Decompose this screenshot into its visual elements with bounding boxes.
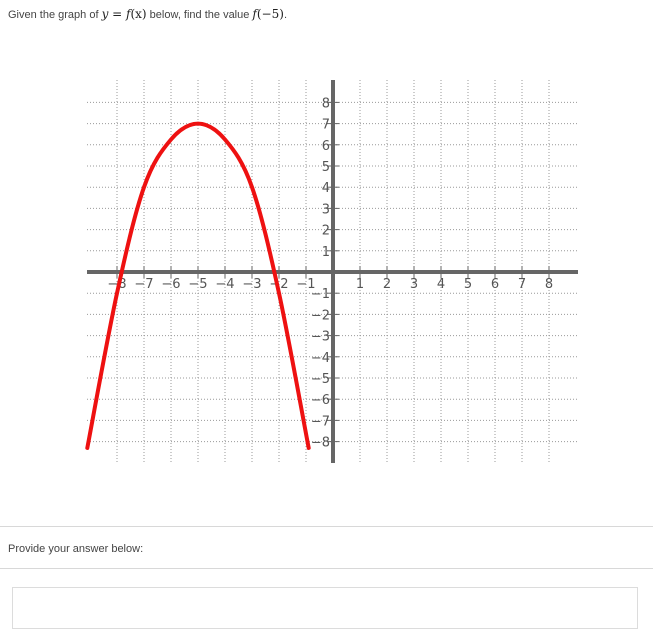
y-tick-label: −4 bbox=[310, 350, 330, 366]
y-tick-label: −1 bbox=[310, 287, 330, 303]
axes bbox=[87, 80, 578, 463]
y-tick-label: 2 bbox=[321, 223, 330, 239]
x-tick-label: 1 bbox=[355, 277, 365, 292]
y-tick-label: 4 bbox=[321, 181, 330, 197]
y-tick-label: −6 bbox=[310, 393, 330, 409]
target-function: f bbox=[252, 7, 257, 21]
y-tick-label: −2 bbox=[310, 308, 330, 324]
question-prefix: Given the graph of bbox=[8, 9, 102, 21]
x-tick-label: 3 bbox=[409, 277, 419, 292]
y-tick-label: −3 bbox=[310, 329, 330, 345]
var-y: y bbox=[101, 7, 109, 21]
y-tick-label: −8 bbox=[310, 435, 330, 451]
answer-input[interactable] bbox=[12, 587, 638, 629]
x-tick-label: −8 bbox=[107, 277, 127, 292]
y-tick-label: 3 bbox=[321, 202, 330, 218]
y-tick-label: −7 bbox=[310, 414, 330, 430]
x-tick-label: −4 bbox=[215, 277, 235, 292]
y-tick-label: 5 bbox=[321, 160, 330, 175]
x-tick-label: −6 bbox=[161, 277, 181, 292]
y-tick-label: −5 bbox=[310, 372, 330, 387]
y-tick-label: 8 bbox=[321, 96, 330, 112]
question-middle: below, find the value bbox=[146, 9, 253, 21]
y-tick-label: 6 bbox=[321, 138, 330, 154]
x-tick-label: 2 bbox=[382, 277, 392, 292]
y-tick-label: 7 bbox=[321, 117, 330, 133]
x-tick-label: −3 bbox=[242, 277, 262, 292]
x-tick-label: −2 bbox=[269, 277, 289, 292]
answer-label: Provide your answer below: bbox=[8, 543, 144, 555]
function-name: f bbox=[126, 7, 131, 21]
x-tick-label: 4 bbox=[436, 277, 446, 292]
function-arg: (x) bbox=[130, 7, 147, 21]
x-tick-label: −1 bbox=[296, 277, 316, 292]
x-tick-label: 8 bbox=[544, 277, 554, 292]
x-tick-label: 6 bbox=[490, 277, 500, 292]
x-tick-label: 5 bbox=[463, 277, 473, 292]
x-tick-label: 7 bbox=[517, 277, 527, 292]
question-suffix: . bbox=[283, 9, 287, 21]
x-tick-label: −7 bbox=[134, 277, 154, 292]
y-tick-label: 1 bbox=[321, 244, 330, 260]
target-arg: (−5) bbox=[256, 7, 284, 21]
section-divider-2 bbox=[0, 568, 653, 569]
equals-sign: = bbox=[108, 7, 127, 21]
section-divider bbox=[0, 526, 653, 527]
x-tick-label: −5 bbox=[188, 277, 208, 292]
